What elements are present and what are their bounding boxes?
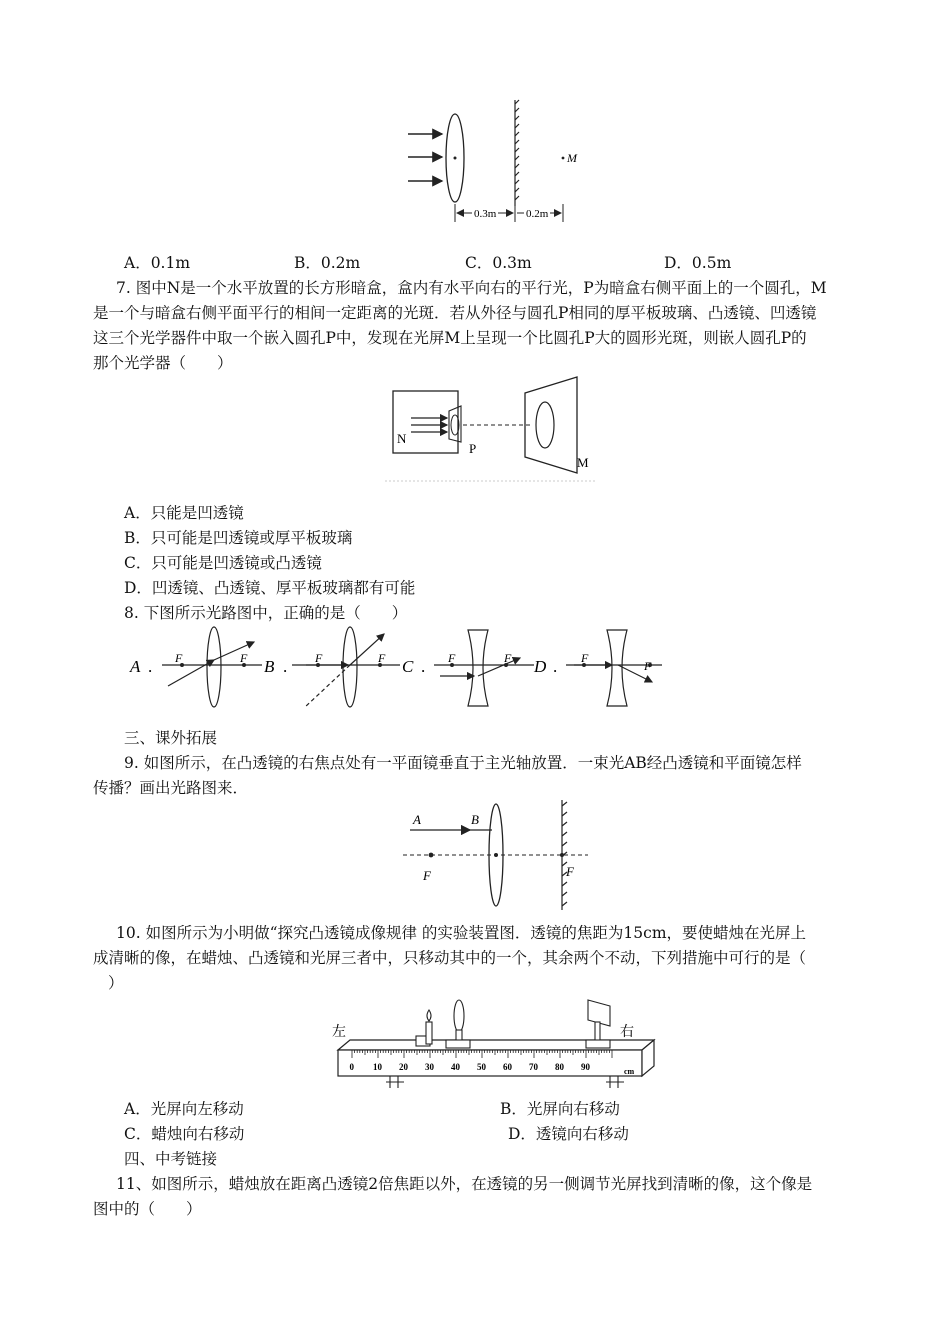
q11-text-1: 11、如图所示，蜡烛放在距离凸透镜2倍焦距以外，在透镜的另一侧调节光屏找到清晰的像，这个像是 [116, 1175, 813, 1193]
scale-number: 70 [529, 1062, 538, 1072]
q7-option-c: C．只可能是凹透镜或凸透镜 [124, 554, 322, 572]
scale-number: 20 [399, 1062, 408, 1072]
label-d1: 0.3m [474, 208, 497, 220]
svg-text:.: . [283, 657, 288, 676]
q7-text-3: 这三个光学器件中取一个嵌入圆孔P中，发现在光屏M上呈现一个比圆孔P大的圆形光斑，则嵌人圆孔P的 [93, 329, 807, 347]
q10-text-3: ） [108, 974, 124, 992]
diagram-a [162, 627, 262, 707]
label-b-9: B [471, 812, 479, 827]
svg-text:F: F [644, 659, 652, 673]
plane-mirror [515, 100, 519, 206]
q7-option-a: A．只能是凹透镜 [124, 504, 244, 522]
incident-rays [408, 134, 442, 181]
q10-option-c: C．蜡烛向右移动 [124, 1125, 245, 1143]
q7-option-b: B．只可能是凹透镜或厚平板玻璃 [124, 529, 353, 547]
bench-front [338, 1050, 642, 1076]
option-c-label: C [402, 657, 414, 676]
q7-option-d: D．凹透镜、凸透镜、厚平板玻璃都有可能 [124, 579, 416, 597]
q6-figure [400, 98, 590, 230]
scale-number: 60 [503, 1062, 512, 1072]
label-right: 右 [620, 1025, 634, 1040]
svg-text:F: F [315, 651, 323, 665]
label-f-9-left: F [423, 868, 431, 883]
svg-text:F: F [448, 651, 456, 665]
label-m: M [567, 151, 577, 165]
scale-number: 10 [373, 1062, 382, 1072]
svg-text:F: F [240, 651, 248, 665]
lens-center [454, 157, 457, 160]
scale-number: 50 [477, 1062, 486, 1072]
parallel-rays [411, 418, 447, 432]
scale-number: 40 [451, 1062, 460, 1072]
label-left: 左 [332, 1025, 346, 1040]
q9-text-1: 9. 如图所示，在凸透镜的右焦点处有一平面镜垂直于主光轴放置．一束光AB经凸透镜和平面镜怎样 [124, 754, 802, 772]
q9-figure [398, 800, 593, 910]
q6-option-a: A．0.1m [124, 254, 191, 272]
q10-figure [328, 998, 658, 1090]
q10-option-b: B．光屏向右移动 [500, 1100, 620, 1118]
q7-text-1: 7. 图中N是一个水平放置的长方形暗盒，盒内有水平向右的平行光，P为暗盒右侧平面上的一个圆孔，M [116, 279, 827, 297]
q10-text-2: 成清晰的像，在蜡烛、凸透镜和光屏三者中，只移动其中的一个，其余两个不动，下列措施中可行的是（ [93, 949, 807, 967]
scale-number: 0 [349, 1062, 354, 1072]
q7-figure [385, 375, 595, 485]
focus-left-9 [429, 853, 434, 858]
diagram-c [434, 630, 534, 706]
q11-text-2: 图中的（ ） [93, 1200, 202, 1218]
label-a-9: A [413, 812, 421, 827]
svg-text:.: . [421, 657, 426, 676]
lens-center-9 [494, 853, 498, 857]
svg-text:F: F [504, 651, 512, 665]
scale-unit: cm [624, 1067, 635, 1076]
label-m2: M [577, 455, 589, 470]
q7-text-2: 是一个与暗盒右侧平面平行的相间一定距离的光斑．若从外径与圆孔P相同的厚平板玻璃、凸透镜、凹透镜 [93, 304, 817, 322]
q10-text-1: 10. 如图所示为小明做“探究凸透镜成像规律 的实验装置图．透镜的焦距为15cm，要使蜡烛在光屏上 [116, 924, 807, 942]
light-spot [536, 402, 554, 448]
q10-option-a: A．光屏向左移动 [124, 1100, 244, 1118]
scale-number: 30 [425, 1062, 434, 1072]
q6-option-d: D．0.5m [664, 254, 732, 272]
label-p: P [469, 441, 477, 456]
section-3-heading: 三、课外拓展 [124, 729, 218, 747]
q9-text-2: 传播？画出光路图来． [93, 779, 249, 797]
option-b-label: B [264, 657, 275, 676]
screen-m [525, 377, 577, 473]
bench-feet [386, 1076, 624, 1088]
q8-figure [122, 624, 667, 719]
light-screen [586, 1000, 610, 1048]
svg-text:F: F [581, 651, 589, 665]
point-m [562, 157, 565, 160]
label-n: N [397, 431, 407, 446]
scale-number: 80 [555, 1062, 564, 1072]
label-d2: 0.2m [526, 208, 549, 220]
q6-option-c: C．0.3m [465, 254, 532, 272]
diagram-b [292, 627, 400, 708]
q7-text-4: 那个光学器（ ） [93, 354, 233, 372]
option-d-label: D [534, 657, 547, 676]
svg-text:F: F [175, 651, 183, 665]
q6-option-b: B．0.2m [294, 254, 361, 272]
section-4-heading: 四、中考链接 [124, 1150, 218, 1168]
focus-right-9 [560, 853, 564, 857]
candle [416, 1010, 432, 1046]
label-f-9-right: F [566, 864, 574, 879]
svg-text:.: . [553, 657, 558, 676]
svg-text:.: . [148, 657, 153, 676]
q8-text: 8. 下图所示光路图中，正确的是（ ） [124, 604, 408, 622]
option-a-label: A [130, 657, 141, 676]
q10-option-d: D．透镜向右移动 [508, 1125, 629, 1143]
lens [446, 1000, 470, 1048]
svg-text:F: F [378, 651, 386, 665]
scale-number: 90 [581, 1062, 590, 1072]
